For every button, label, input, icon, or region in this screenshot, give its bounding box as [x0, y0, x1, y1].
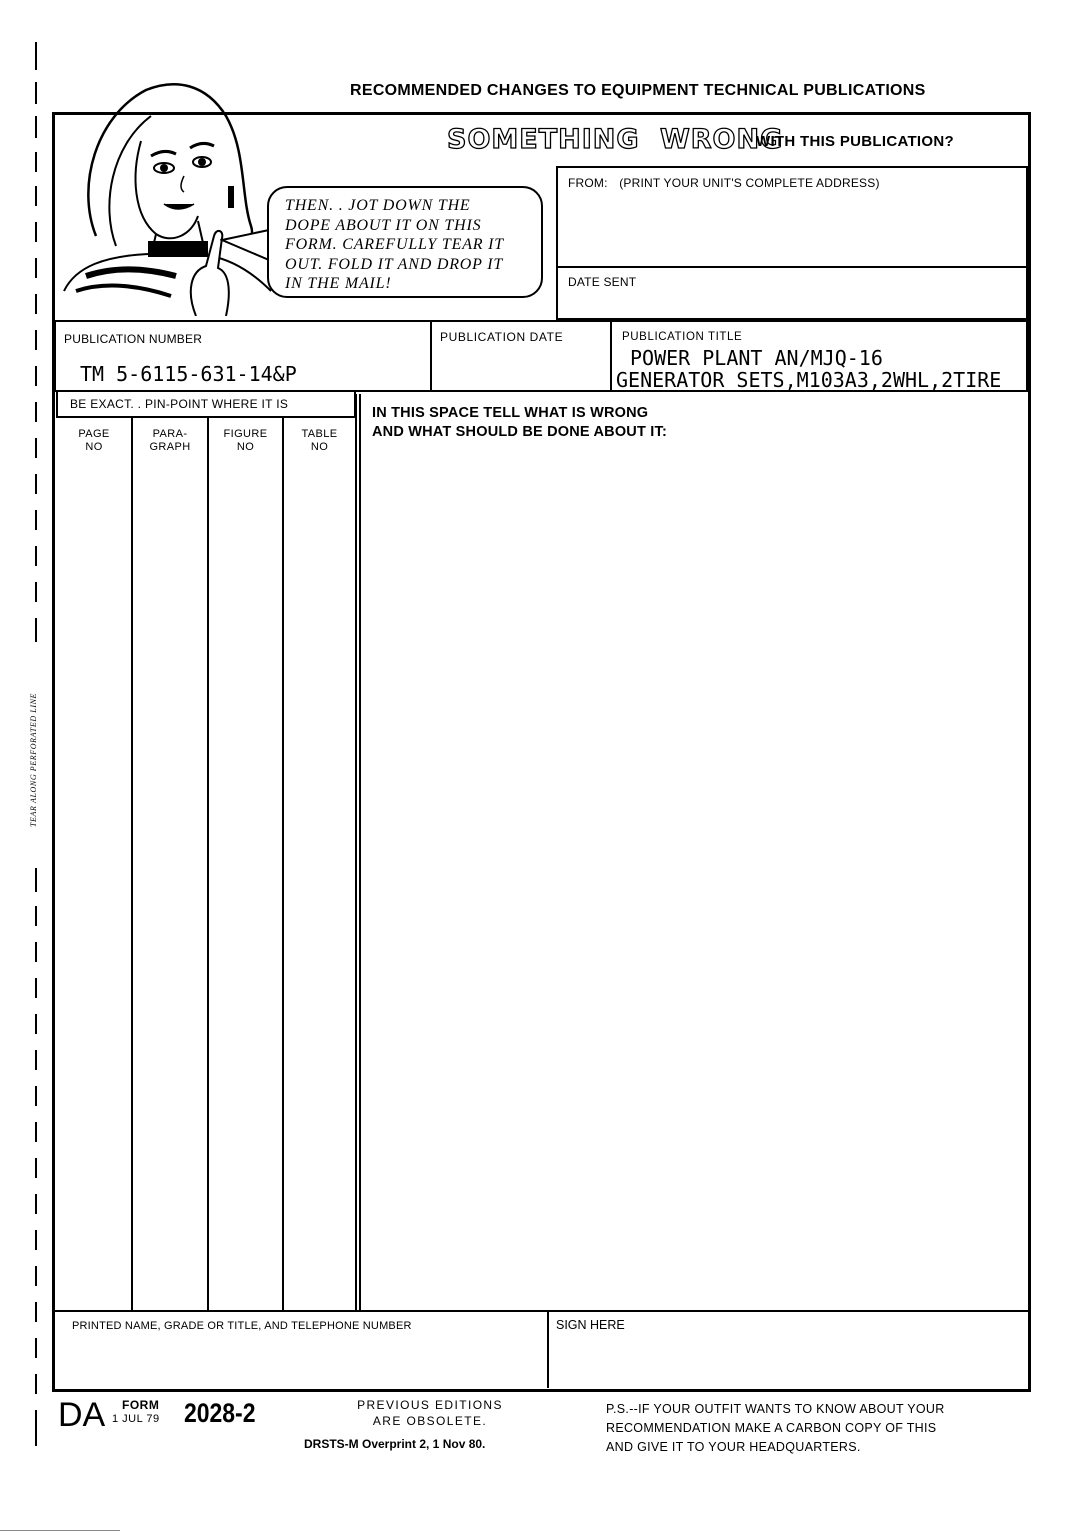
footer-ps-line3: AND GIVE IT TO YOUR HEADQUARTERS.: [606, 1440, 861, 1454]
column-paragraph-header: [133, 428, 207, 454]
description-left-border: [359, 394, 361, 1312]
banner: [447, 124, 783, 155]
speech-bubble: [267, 186, 543, 298]
banner-word-something: SOMETHING: [447, 124, 640, 155]
description-instructions: [372, 404, 667, 442]
column-figure-header: [209, 428, 282, 454]
column-figure-line2: NO: [236, 441, 255, 453]
printed-name-label: PRINTED NAME, GRADE OR TITLE, AND TELEPHONE NUMBER: [72, 1320, 412, 1332]
publication-title-label: PUBLICATION TITLE: [622, 331, 743, 343]
column-divider-1: [131, 418, 133, 1312]
sign-here-field[interactable]: [550, 1312, 1028, 1388]
date-sent-field[interactable]: [556, 266, 1028, 320]
footer-overprint: DRSTS-M Overprint 2, 1 Nov 80.: [304, 1437, 486, 1451]
banner-word-wrong: WRONG: [659, 124, 784, 155]
footer-da: DA: [58, 1396, 106, 1434]
column-table-line1: TABLE: [301, 428, 338, 440]
page-title: RECOMMENDED CHANGES TO EQUIPMENT TECHNICAL PUBLICATIONS: [350, 82, 926, 99]
sign-here-label: SIGN HERE: [556, 1318, 625, 1332]
date-sent-label: DATE SENT: [568, 275, 637, 289]
column-divider-2: [207, 418, 209, 1312]
column-table-line2: NO: [310, 441, 329, 453]
publication-date-label: PUBLICATION DATE: [440, 330, 564, 344]
footer-ps: [606, 1400, 945, 1457]
footer-ps-line2: RECOMMENDATION MAKE A CARBON COPY OF THIS: [606, 1421, 937, 1435]
column-paragraph-line1: PARA-: [152, 428, 188, 440]
table-no-input[interactable]: [285, 460, 354, 1310]
pinpoint-header: BE EXACT. . PIN-POINT WHERE IT IS: [70, 397, 289, 411]
footer-obsolete-line2: ARE OBSOLETE.: [372, 1414, 488, 1428]
column-page-header: [58, 428, 130, 454]
column-table-header: [284, 428, 355, 454]
publication-number-field[interactable]: [54, 320, 432, 392]
speech-bubble-tail: [220, 226, 272, 266]
footer-obsolete-line1: PREVIOUS EDITIONS: [357, 1398, 503, 1412]
from-hint: (PRINT YOUR UNIT'S COMPLETE ADDRESS): [619, 176, 880, 190]
column-divider-3: [282, 418, 284, 1312]
footer-form-word: FORM: [122, 1398, 160, 1412]
footer-ps-line1: P.S.--IF YOUR OUTFIT WANTS TO KNOW ABOUT YOUR: [606, 1402, 945, 1416]
publication-number-value: TM 5-6115-631-14&P: [80, 362, 297, 386]
printed-name-field[interactable]: [56, 1312, 546, 1388]
from-field[interactable]: [556, 166, 1028, 268]
column-figure-line1: FIGURE: [223, 428, 268, 440]
page-no-input[interactable]: [58, 460, 130, 1310]
speech-line-1: THEN. . JOT DOWN THE: [285, 197, 471, 214]
banner-suffix: WITH THIS PUBLICATION?: [756, 133, 954, 150]
from-label: FROM:: [568, 176, 608, 190]
description-line1: IN THIS SPACE TELL WHAT IS WRONG: [372, 405, 649, 421]
publication-title-field[interactable]: [610, 320, 1028, 392]
signature-divider: [547, 1310, 549, 1388]
column-page-line2: NO: [85, 441, 103, 453]
speech-line-5: IN THE MAIL!: [285, 275, 392, 292]
paragraph-input[interactable]: [134, 460, 206, 1310]
pinpoint-header-box: [56, 392, 356, 418]
footer-form-date: 1 JUL 79: [112, 1413, 160, 1425]
publication-number-label: PUBLICATION NUMBER: [64, 332, 203, 346]
tear-line-text: TEAR ALONG PERFORATED LINE: [29, 692, 38, 828]
publication-date-field[interactable]: [430, 320, 612, 392]
footer-form-number: 2028-2: [184, 1398, 256, 1428]
footer-obsolete: [320, 1397, 540, 1429]
speech-line-3: FORM. CAREFULLY TEAR IT: [285, 236, 504, 253]
bottom-edge-line: [0, 1530, 120, 1531]
speech-line-4: OUT. FOLD IT AND DROP IT: [285, 255, 504, 273]
publication-title-line2: GENERATOR SETS,M103A3,2WHL,2TIRE: [616, 368, 1002, 392]
publication-title-line1: POWER PLANT AN/MJQ-16: [630, 346, 883, 370]
description-line2: AND WHAT SHOULD BE DONE ABOUT IT:: [372, 424, 667, 440]
description-textarea[interactable]: [364, 448, 1026, 1308]
figure-no-input[interactable]: [210, 460, 281, 1310]
column-paragraph-line2: GRAPH: [149, 441, 191, 453]
speech-line-2: DOPE ABOUT IT ON THIS: [285, 216, 482, 234]
column-page-line1: PAGE: [78, 428, 110, 440]
pinpoint-right-border: [355, 394, 357, 1312]
